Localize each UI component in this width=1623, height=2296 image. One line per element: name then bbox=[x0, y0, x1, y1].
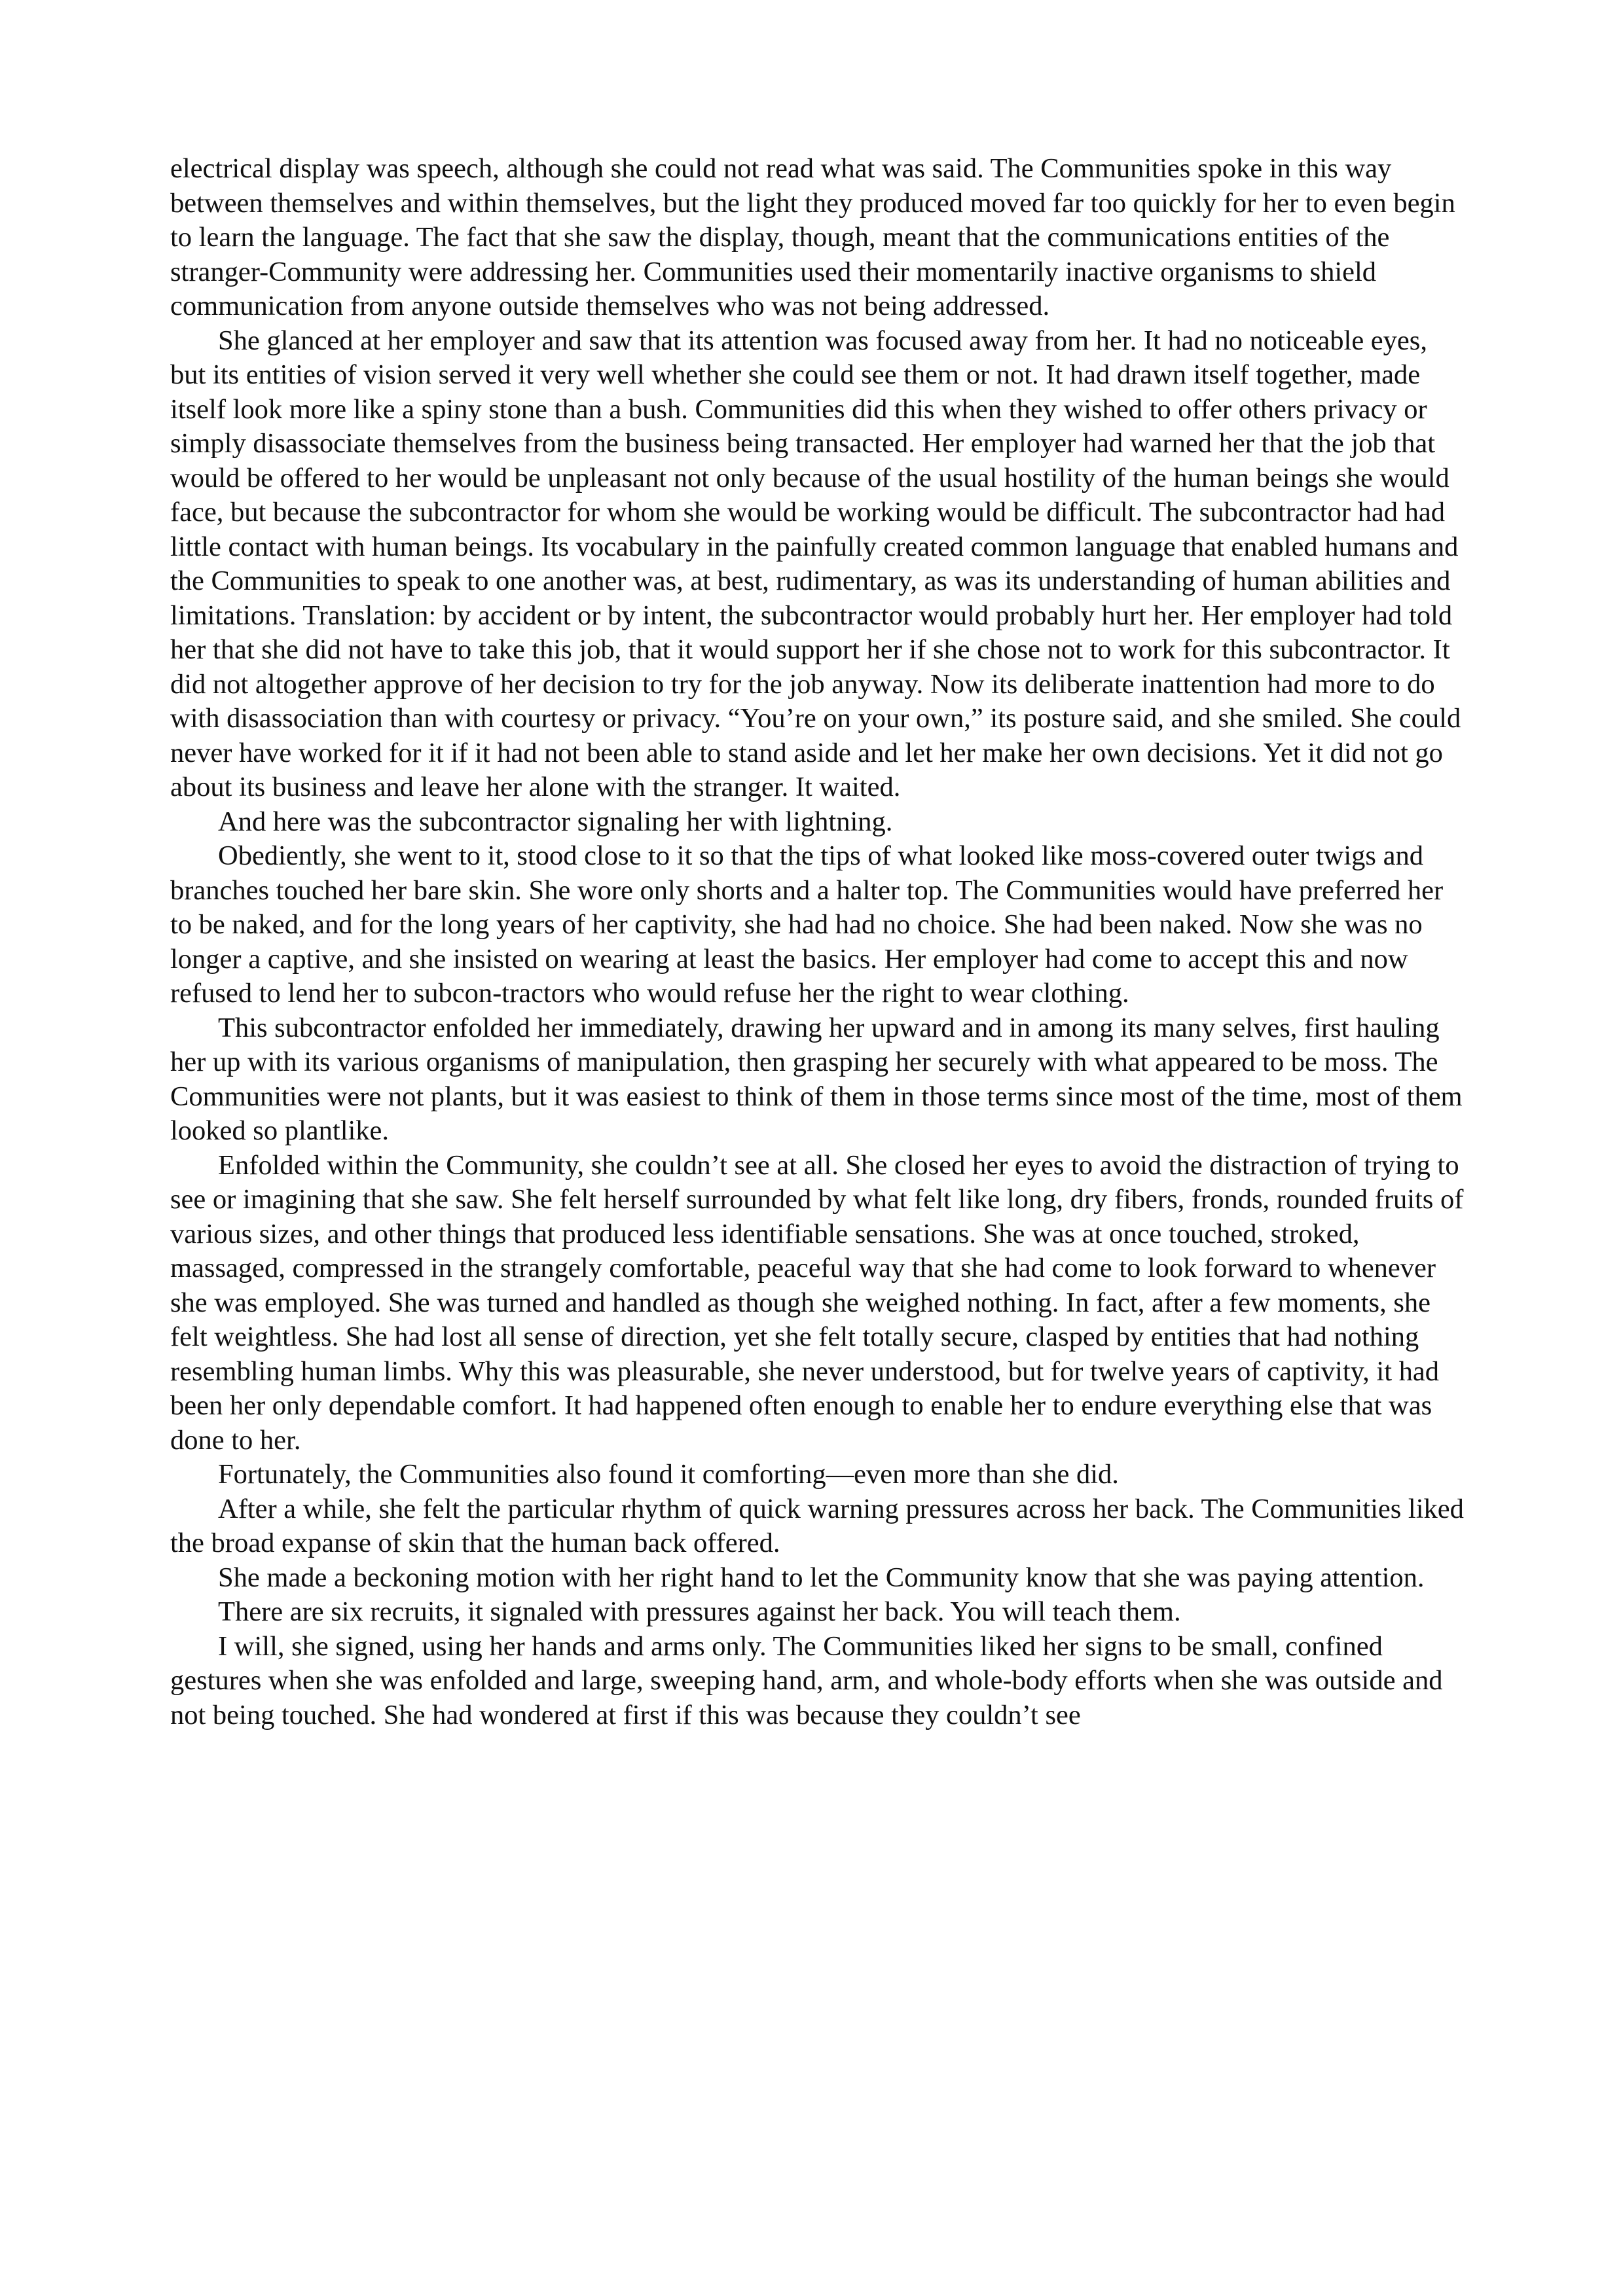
paragraph-1: electrical display was speech, although she could not read what was said. The Communities spoke in this way between themselves and within themselves, but the light they produced moved far too quickly for her to even begin to learn the language. The fact that she saw the display, though, meant that the communications entities of the stranger-Community were addressing her. Communities used their momentarily inactive organisms to shield communication from anyone outside themselves who was not being addressed. bbox=[170, 153, 1455, 321]
body-text bbox=[170, 152, 1467, 1732]
paragraph-9: She made a beckoning motion with her right hand to let the Community know that she was paying attention. bbox=[218, 1562, 1425, 1593]
paragraph-6: Enfolded within the Community, she couldn’t see at all. She closed her eyes to avoid the distraction of trying to see or imagining that she saw. She felt herself surrounded by what felt like long, dry fibers, fronds, rounded fruits of various sizes, and other things that produced less identifiable sensations. She was at once touched, stroked, massaged, compressed in the strangely comfortable, peaceful way that she had come to look forward to whenever she was employed. She was turned and handled as though she weighed nothing. In fact, after a few moments, she felt weightless. She had lost all sense of direction, yet she felt totally secure, clasped by entities that had nothing resembling human limbs. Why this was pleasurable, she never understood, but for twelve years of captivity, it had been her only dependable comfort. It had happened often enough to enable her to endure everything else that was done to her. bbox=[170, 1149, 1464, 1456]
paragraph-8: After a while, she felt the particular rhythm of quick warning pressures across her back. The Communities liked the broad expanse of skin that the human back offered. bbox=[170, 1493, 1464, 1558]
paragraph-4: Obediently, she went to it, stood close to it so that the tips of what looked like moss-covered outer twigs and branches touched her bare skin. She wore only shorts and a halter top. The Communities would have preferred her to be naked, and for the long years of her captivity, she had had no choice. She had been naked. Now she was no longer a captive, and she insisted on wearing at least the basics. Her employer had come to accept this and now refused to lend her to subcon-tractors who would refuse her the right to wear clothing. bbox=[170, 840, 1444, 1009]
paragraph-10: There are six recruits, it signaled with pressures against her back. You will teach them. bbox=[218, 1596, 1181, 1627]
paragraph-2: She glanced at her employer and saw that its attention was focused away from her. It had no noticeable eyes, but its entities of vision served it very well whether she could see them or not. It had drawn itself together, made itself look more like a spiny stone than a bush. Communities did this when they wished to offer others privacy or simply disassociate themselves from the business being transacted. Her employer had warned her that the job that would be offered to her would be unpleasant not only because of the usual hostility of the human beings she would face, but because the subcontractor for whom she would be working would be difficult. The subcontractor had had little contact with human beings. Its vocabulary in the painfully created common language that enabled humans and the Communities to speak to one another was, at best, rudimentary, as was its understanding of human abilities and limitations. Translation: by accident or by intent, the subcontractor would probably hurt her. Her employer had told her that she did not have to take this job, that it would support her if she chose not to work for this subcontractor. It did not altogether approve of her decision to try for the job anyway. Now its deliberate inattention had more to do with disassociation than with courtesy or privacy. “You’re on your own,” its posture said, and she smiled. She could never have worked for it if it had not been able to stand aside and let her make her own decisions. Yet it did not go about its business and leave her alone with the stranger. It waited. bbox=[170, 325, 1461, 802]
paragraph-5: This subcontractor enfolded her immediately, drawing her upward and in among its many selves, first hauling her up with its various organisms of manipulation, then grasping her securely with what appeared to be moss. The Communities were not plants, but it was easiest to think of them in those terms since most of the time, most of them looked so plantlike. bbox=[170, 1012, 1463, 1146]
paragraph-11: I will, she signed, using her hands and arms only. The Communities liked her signs to be small, confined gestures when she was enfolded and large, sweeping hand, arm, and whole-body efforts when she was outside and not being touched. She had wondered at first if this was because they couldn’t see bbox=[170, 1630, 1443, 1731]
paragraph-7: Fortunately, the Communities also found it comforting—even more than she did. bbox=[218, 1459, 1119, 1490]
paragraph-3: And here was the subcontractor signaling her with lightning. bbox=[218, 806, 893, 837]
